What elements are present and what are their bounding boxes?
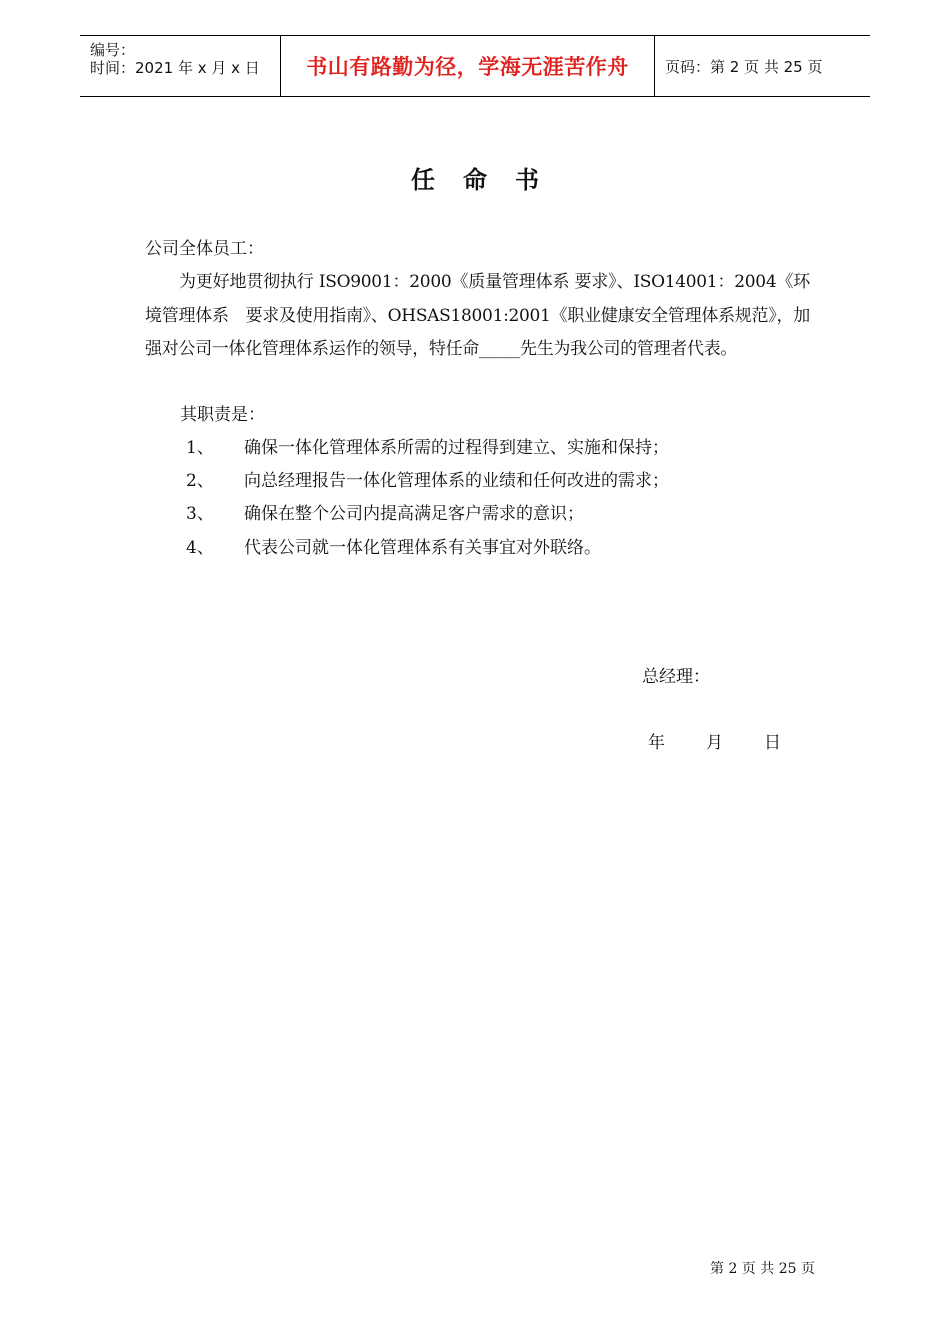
- duties-label: 其职责是：: [180, 405, 265, 425]
- page-footer: 第 2 页 共 25 页: [710, 1261, 815, 1277]
- duty-number: 4、: [186, 538, 214, 558]
- duty-text: 代表公司就一体化管理体系有关事宜对外联络。: [244, 538, 601, 558]
- signature-date: [648, 728, 822, 753]
- header-page-number: 页码：第 2 页 共 25 页: [665, 57, 823, 76]
- duty-number: 2、: [186, 471, 214, 491]
- signer-label: 总经理：: [642, 667, 710, 687]
- duty-text: 确保一体化管理体系所需的过程得到建立、实施和保持；: [244, 438, 669, 458]
- header-meta: [80, 36, 281, 96]
- salutation: 公司全体员工：: [145, 239, 264, 259]
- date-month: 月: [706, 733, 723, 753]
- duty-item: [186, 466, 669, 491]
- header-motto: 书山有路勤为径，学海无涯苦作舟: [306, 55, 629, 79]
- date-day: 日: [764, 733, 781, 753]
- duty-item: [186, 533, 601, 558]
- duty-number: 1、: [186, 438, 214, 458]
- appointment-paragraph: 为更好地贯彻执行 ISO9001：2000《质量管理体系 要求》、ISO14001：2004《环境管理体系 要求及使用指南》、OHSAS18001:2001《职业健康安全管理体系规范》，加强对公司一体化管理体系运作的领导，特任命_____先生为我公司的管理者代表。: [145, 272, 810, 359]
- date-year: 年: [648, 733, 665, 753]
- duty-number: 3、: [186, 504, 214, 524]
- duty-text: 向总经理报告一体化管理体系的业绩和任何改进的需求；: [244, 471, 669, 491]
- page-header: [80, 35, 870, 97]
- document-time-label: 时间：2021 年 x 月 x 日: [90, 59, 260, 77]
- duty-item: [186, 499, 584, 524]
- duty-item: [186, 433, 669, 458]
- duty-text: 确保在整个公司内提高满足客户需求的意识；: [244, 504, 584, 524]
- document-title: 任命书: [411, 166, 567, 194]
- header-page-cell: [655, 36, 870, 96]
- document-number-label: 编号：: [90, 41, 136, 59]
- header-motto-cell: [281, 36, 655, 96]
